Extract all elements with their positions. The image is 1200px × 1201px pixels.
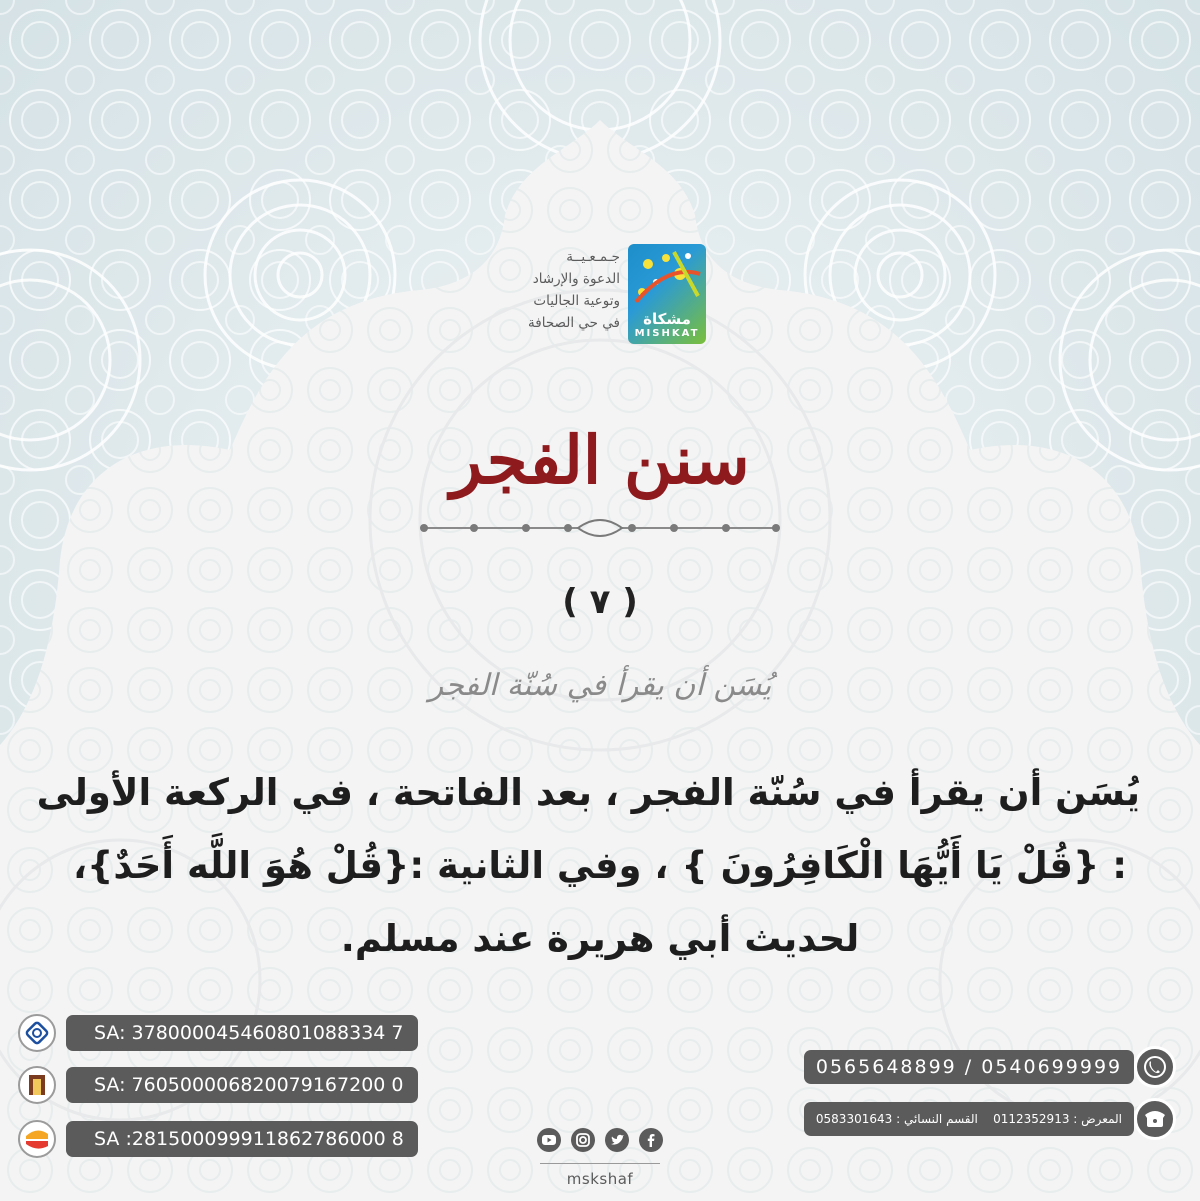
bank-albilad-icon xyxy=(18,1014,56,1052)
mobile-numbers: 0565648899 / 0540699999 xyxy=(804,1050,1134,1084)
bank-account-row xyxy=(18,1014,420,1052)
exhibition-label: المعرض : xyxy=(1073,1112,1122,1126)
mobile-contact-row xyxy=(804,1046,1184,1088)
social-links xyxy=(537,1128,665,1154)
episode-number: ( ٧ ) xyxy=(562,582,638,622)
bank-iban: SA: 378000045460801088334 7 xyxy=(66,1015,418,1051)
logo-english-text: MISHKAT xyxy=(634,328,700,339)
logo-dots-icon xyxy=(628,244,706,314)
bank-account-row xyxy=(18,1066,420,1104)
bank-account-row xyxy=(18,1120,420,1158)
divider xyxy=(540,1163,660,1164)
mishkat-logo xyxy=(628,244,706,344)
instagram-icon[interactable] xyxy=(571,1128,595,1152)
subtitle: يُسَن أن يقرأ في سُنّة الفجر xyxy=(428,668,772,703)
women-section-number: 0583301643 xyxy=(815,1112,893,1126)
exhibition-number: 0112352913 xyxy=(993,1112,1070,1126)
bank-alinma-icon xyxy=(18,1066,56,1104)
logo-arabic-text: مشكاة xyxy=(643,310,691,328)
youtube-icon[interactable] xyxy=(537,1128,561,1152)
page-title: سنن الفجر xyxy=(450,421,750,499)
organization-name xyxy=(470,246,620,334)
bank-aljazira-icon xyxy=(18,1120,56,1158)
org-line: في حي الصحافة xyxy=(528,315,620,331)
main-text-line: يُسَن أن يقرأ في سُنّة الفجر ، بعد الفاتحة ، في الركعة الأولى xyxy=(36,771,1140,814)
main-text-line: : {قُلْ يَا أَيُّهَا الْكَافِرُونَ } ، وفي الثانية :{قُلْ هُوَ اللَّه أَحَدٌ}، xyxy=(73,844,1127,887)
ornament-divider xyxy=(418,516,782,540)
social-handle[interactable]: mskshaf xyxy=(566,1170,634,1188)
bank-iban: SA: 760500006820079167200 0 xyxy=(66,1067,418,1103)
org-line: جـمـعـيــة xyxy=(566,249,620,265)
bank-iban: SA :281500099911862786000 8 xyxy=(66,1121,418,1157)
landline-contact-row xyxy=(804,1098,1184,1140)
facebook-icon[interactable] xyxy=(639,1128,663,1152)
telephone-icon xyxy=(1134,1098,1176,1140)
main-text xyxy=(36,756,1140,975)
main-text-line: لحديث أبي هريرة عند مسلم. xyxy=(340,917,860,960)
whatsapp-phone-icon xyxy=(1134,1046,1176,1088)
women-section-label: القسم النسائي : xyxy=(896,1112,978,1126)
landline-numbers xyxy=(804,1102,1134,1136)
org-line: وتوعية الجاليات xyxy=(533,293,620,309)
twitter-icon[interactable] xyxy=(605,1128,629,1152)
org-line: الدعوة والإرشاد xyxy=(532,271,620,287)
